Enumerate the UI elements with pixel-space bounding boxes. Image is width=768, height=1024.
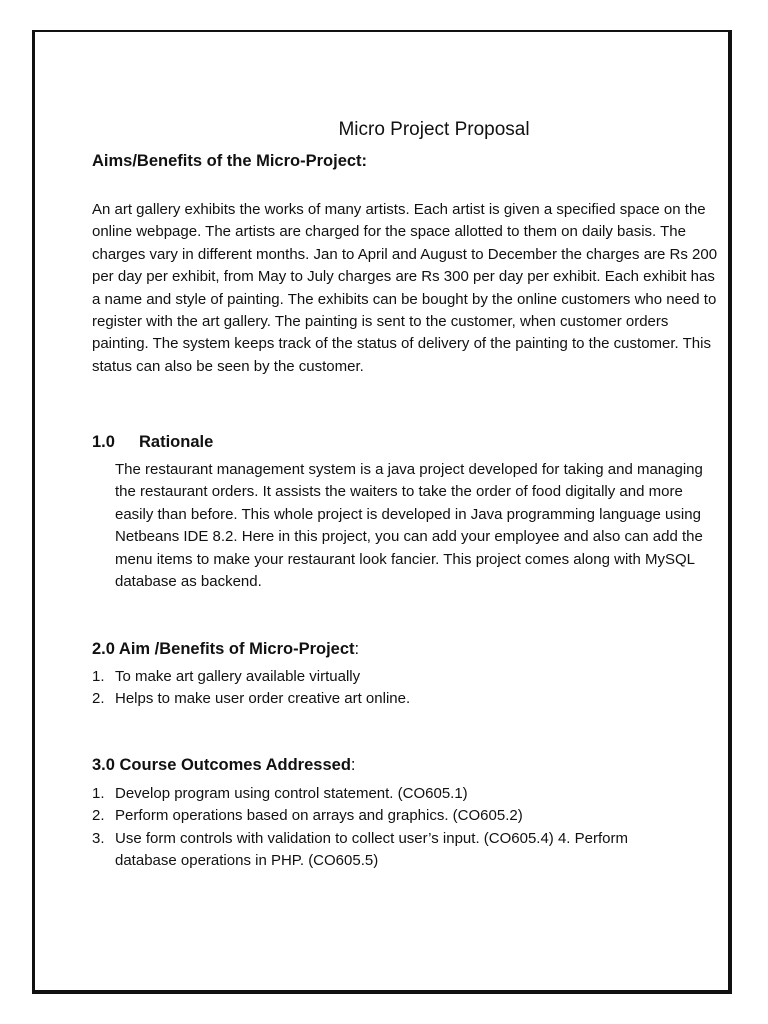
list-item-number: 1. [92,785,105,802]
rationale-title: Rationale [139,433,214,451]
document-title: Micro Project Proposal [338,119,530,140]
aim-benefits-heading [92,640,359,659]
list-item-text: Helps to make user order creative art online. [115,690,411,708]
aim-benefits-list [92,666,692,711]
rationale-paragraph: The restaurant management system is a java project developed for taking and managing the restaurant orders. It assists the waiters to take the order of food digitally and more easily than before. This whole project is developed in Java programming language using Netbeans IDE 8.2. Here in this project, you can add your employee and also can add the menu items to make your restaurant look fancier. This project comes along with MySQL database as backend. [115,461,703,591]
aim-benefits-colon: : [354,640,360,658]
list-item-number: 3. [92,829,105,847]
course-outcomes-title: 3.0 Course Outcomes Addressed [92,756,351,774]
list-item-text: To make art gallery available virtually [115,668,361,685]
list-item [92,666,692,688]
list-item-text: Develop program using control statement. (CO605.1) [115,785,468,802]
intro-paragraph: An art gallery exhibits the works of many artists. Each artist is given a specified space on the online webpage. The artists are charged for the space allotted to them on daily basis. The charges vary in different months. Jan to April and August to December the charges are Rs 200 per day per exhibit, from May to July charges are Rs 300 per day per exhibit. Each exhibit has a name and style of painting. The exhibits can be bought by the online customers who need to register with the art gallery. The painting is sent to the customer, when customer orders painting. The system keeps track of the status of delivery of the painting to the customer. This status can also be seen by the customer. [92,201,718,375]
list-item [92,805,692,827]
list-item [92,783,692,805]
rationale-number: 1.0 [92,433,115,451]
rationale-heading [92,433,213,452]
list-item-number: 2. [92,690,105,708]
course-outcomes-heading [92,756,356,775]
list-item-text: Perform operations based on arrays and graphics. (CO605.2) [115,807,523,825]
course-outcomes-list [92,783,692,873]
list-item [92,828,692,873]
list-item-text: Use form controls with validation to collect user’s input. (CO605.4) 4. Perform database operations in PHP. (CO605.5) [115,829,628,870]
course-outcomes-colon: : [350,756,356,774]
list-item-number: 2. [92,807,105,825]
aims-heading: Aims/Benefits of the Micro-Project: [92,152,368,170]
list-item [92,688,692,710]
aim-benefits-title: 2.0 Aim /Benefits of Micro-Project [92,640,355,658]
list-item-number: 1. [92,668,105,685]
